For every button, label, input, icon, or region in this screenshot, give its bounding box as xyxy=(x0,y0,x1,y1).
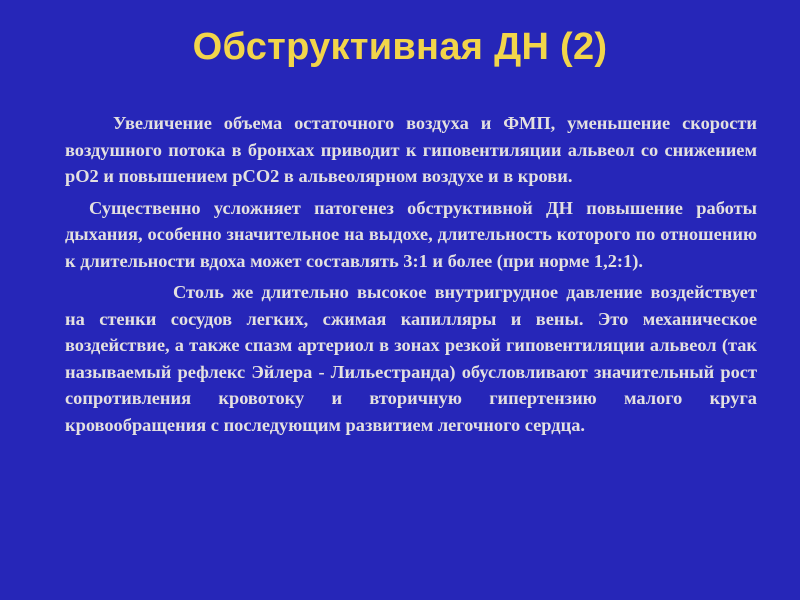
slide-title: Обструктивная ДН (2) xyxy=(192,26,608,68)
paragraph-1: Увеличение объема остаточного воздуха и ФМП, уменьшение скорости воздушного потока в бронхах приводит к гиповентиляции альвеол со снижением рО2 и повышением рСО2 в альвеолярном воздухе и в крови. xyxy=(65,113,757,186)
paragraph-2: Существенно усложняет патогенез обструктивной ДН повышение работы дыхания, особенно значительное на выдохе, длительность которого по отношению к длительности вдоха может составлять 3:1 и более (при норме 1,2:1). xyxy=(65,197,757,271)
paragraph-3: Столь же длительно высокое внутригрудное давление воздействует на стенки сосудов легких, сжимая капилляры и вены. Это механическое воздействие, а также спазм артериол в зонах резкой гиповентиляции альвеол (так называемый рефлекс Эйлера - Лильестранда) обусловливают значительный рост сопротивления кровотоку и вторичную гипертензию малого круга кровообращения с последующим развитием легочного сердца. xyxy=(65,282,757,435)
slide-body xyxy=(65,110,757,443)
